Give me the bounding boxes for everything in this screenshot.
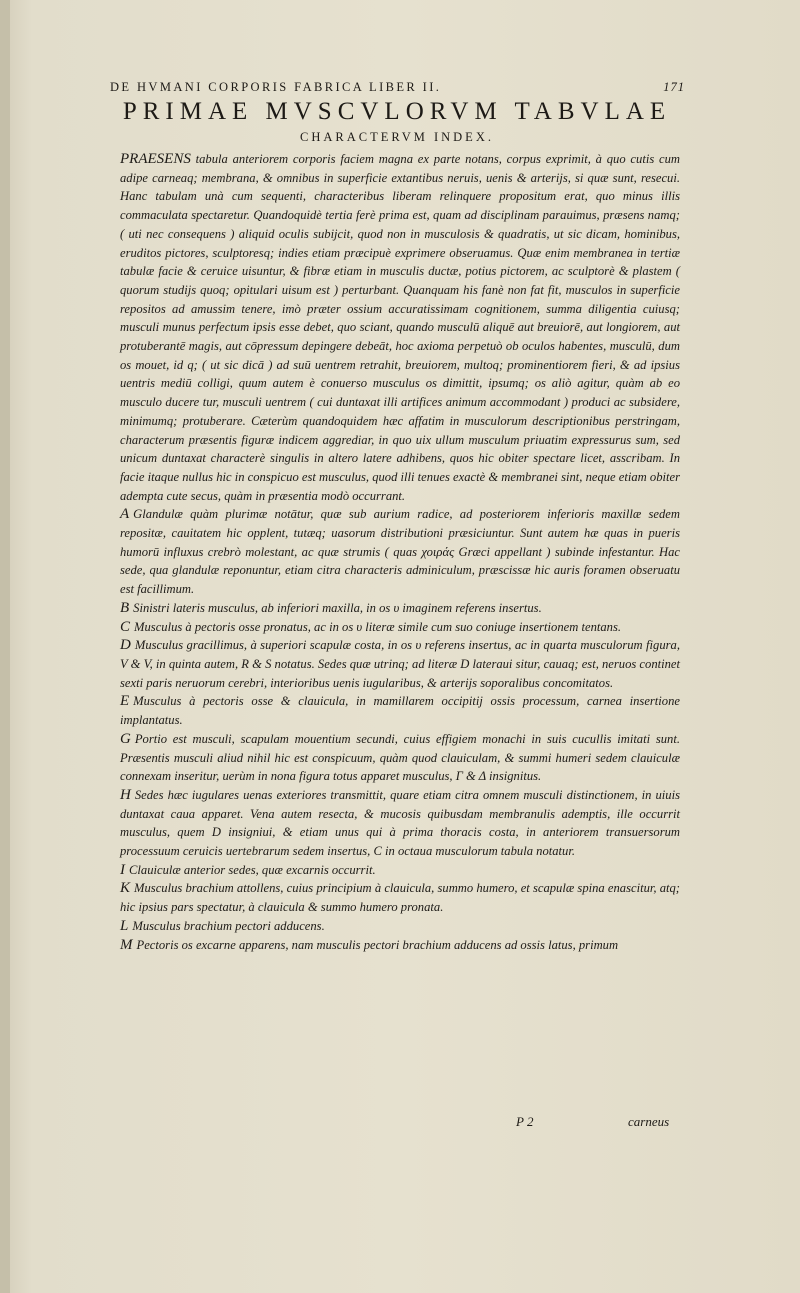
entry-text: Musculus brachium pectori adducens. [132,918,325,933]
entry-text: Pectoris os excarne apparens, nam musculis pectori brachium adducens ad ossis latus, primum [136,937,619,952]
entry-letter: H [120,786,131,803]
list-item [120,636,680,692]
entry-letter: M [120,936,133,953]
page-number: 171 [663,80,685,94]
list-item [120,936,680,955]
entry-text: Musculus à pectoris osse pronatus, ac in os υ literæ simile cum suo coniuge insertionem tentans. [134,619,622,634]
intro-text: tabula anteriorem corporis faciem magna ex parte notans, corpus exprimit, à quo cutis cum adipe carneaq; membrana, & omnibus in superficie extantibus neruis, uenis & arterijs, si quæ sunt, resecui. Hanc tabulam unà cum sequenti, characteribus liberam relinquere propositum erat, quo minus illis commaculata spectaretur. Quandoquidè tertia ferè prima est, quam ad disciplinam parauimus, præsens namq; ( uti nec consequens ) aliquid oculis subijcit, quod non in musculosis & quadratis, ut sic dicam, hominibus, eruditos pictores, sculptoresq; indies etiam præcipuè exprimere obseruamus. Quæ enim membranea in tertiæ tabulæ facie & ceruice uisuntur, & fibræ etiam in musculis ductæ, potius pictorem, ac sculptorè & plastem ( quorum studijs quoq; opitulari uisum est ) perturbant. Quanquam his fanè non fat fit, musculos in superficie repositos ad amussim tenere, imò præter ossium accuratissimam cognitionem, summa diligentia cuiusq; musculi munus perfectum ipsis esse debet, quo sciant, quando musculū aliquē aut breuiorē, aut longiorem, aut protuberantē magis, aut cōpressum depingere debeāt, hoc axioma perpetuò ob oculos habentes, musculū, dum os mouet, id q; ( ut sic dicā ) ad suū uentrem retrahit, breuiorem, multoq; prominentiorem fieri, & ad ipsius uentris mediū colligi, quum autem è conuerso musculus os dimittit, ipsumq; os aliò agitur, quàm ab eo musculo ducere tur, musculi uentrem ( cui duntaxat illi artifices animum accommodant ) produci ac subsidere, minimumq; protuberare. Cæterùm quandoquidem hæc affatim in musculorum descriptionibus perstringam, characterum præsentis figuræ indicem aggrediar, in quo uix ullum musculum priuatim expressurus sum, sed unicum duntaxat characterè singulis in altero latere adhibens, quos hic obiter spectare licet, asscribam. In facie itaque nullus hic in conspicuo est musculus, quod illi tenues exactè & membranei sint, neque etiam obiter adempta cute secus, quàm in præsentia modò occurrant. [120,152,680,503]
entry-letter: E [120,693,130,710]
entry-letter: B [120,599,130,616]
entry-letter: C [120,618,131,635]
entry-letter: L [120,917,129,934]
list-item [120,505,680,599]
list-item [120,786,680,861]
running-head-text: DE HVMANI CORPORIS FABRICA LIBER II. [110,80,442,94]
list-item [120,618,680,637]
entry-text: Musculus à pectoris osse & clauicula, in mamillarem occipitij ossis processum, carnea insertione implantatus. [120,694,680,728]
list-item [120,730,680,786]
entry-text: Musculus brachium attollens, cuius principium à clauicula, summo humero, et scapulæ spina enascitur, atq; hic ipsius pars spectatur, à clauicula & summo humero pronata. [120,881,680,915]
entry-letter: K [120,880,131,897]
entry-text: Clauiculæ anterior sedes, quæ excarnis occurrit. [129,862,376,877]
list-item [120,879,680,916]
entry-text: Sedes hæc iugulares uenas exteriores transmittit, quare etiam citra omnem musculi distinctionem, in uiuis duntaxat caua apparet. Vena autem resecta, & mucosis quibusdam membranulis ademptis, ille occurrit musculus, quem D insigniui, & etiam unus qui à prima thoracis costa, in anteriorem transuersorum processuum ceruicis uertebrarum sedem insertus, C in octaua musculorum tabula notatur. [120,787,680,859]
entry-text: Glandulæ quàm plurimæ notātur, quæ sub aurium radice, ad posteriorem inferioris maxillæ sedem repositæ, cauitatem hic opplent, tutæq; uasorum distributioni præsiciuntur. Sunt autem hæ quas in pueris humorū influxus crebrò molestant, ac quæ strumis ( quas χοιράς Græci appellant ) subinde infestantur. Hac sede, qua glandulæ reponuntur, etiam citra characteris adminiculum, præscissæ hic auris foramen obseruatu est facillimum. [120,507,680,597]
list-item [120,692,680,729]
entry-text: Sinistri lateris musculus, ab inferiori maxilla, in os υ imaginem referens insertus. [133,600,542,615]
list-item [120,599,680,618]
entry-letter: A [120,506,130,523]
entry-text: Musculus gracillimus, à superiori scapulæ costa, in os υ referens insertus, ac in quarta musculorum figura, V & V, in quinta autem, R & S notatus. Sedes quæ utrinq; ad literæ D lateraui situr, cauaq; est, neruos continet sexti paris neruorum cerebri, interioribus uenis iugularibus, & arterijs soporalibus concomitatos. [120,638,680,690]
entry-letter: G [120,730,131,747]
entry-text: Portio est musculi, scapulam mouentium secundi, cuius effigiem monachi in suis cucullis imitati sunt. Præsentis musculi aliud nihil hic est conspicuum, quàm quod clauiculam, & summi humeri sedem clauiculæ connexam inseritur, uerùm in nona figura totus apparet musculus, Γ & Δ insignitus. [120,731,680,784]
page-subtitle: CHARACTERVM INDEX. [300,130,494,144]
page-title: PRIMAE MVSCVLORVM TABVLAE [122,98,672,125]
list-item [120,917,680,936]
list-item [120,861,680,880]
intro-lead-word: PRAESENS [120,151,191,167]
entries-list [120,505,680,954]
signature-mark: P 2 [516,1114,534,1129]
page-gutter [0,0,10,1293]
catchword: carneus [628,1114,670,1129]
body-text [120,150,680,954]
entry-letter: D [120,637,131,654]
intro-paragraph [120,150,680,505]
entry-letter: I [120,861,125,878]
running-head [110,80,685,95]
